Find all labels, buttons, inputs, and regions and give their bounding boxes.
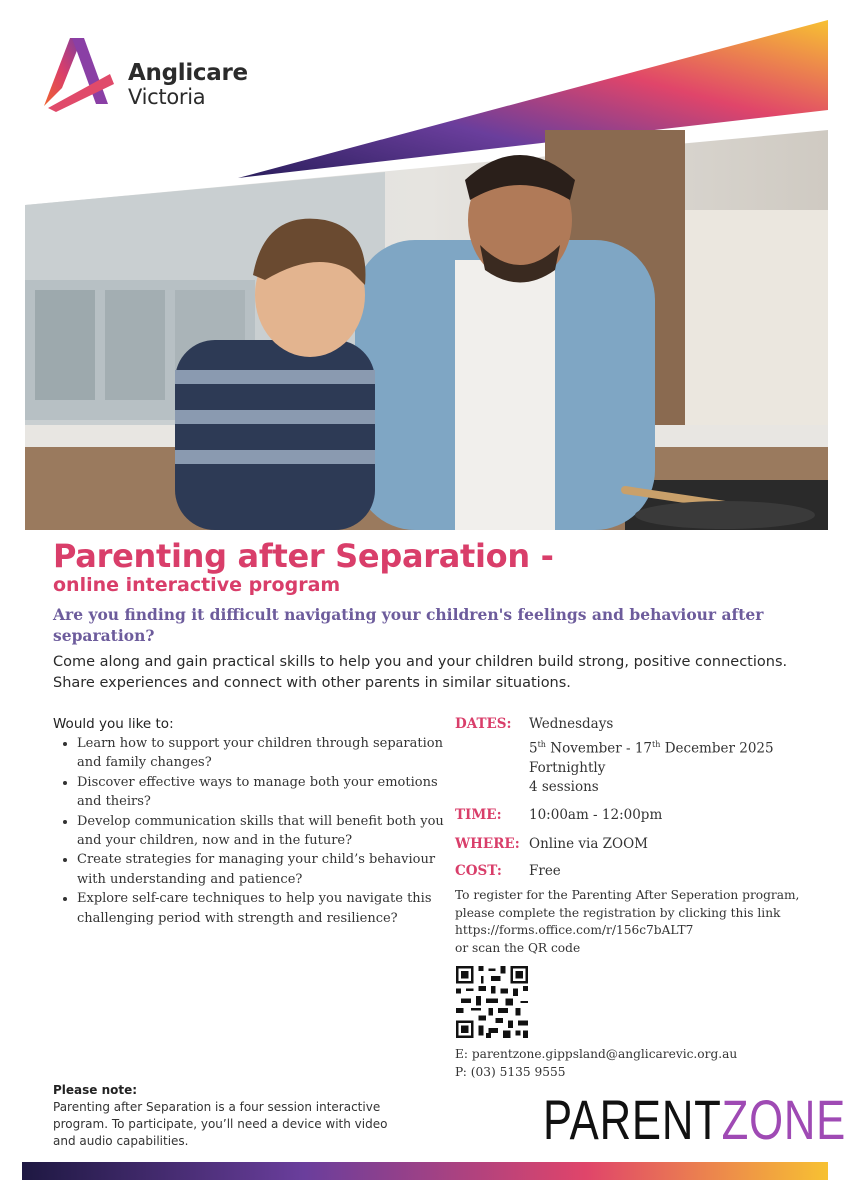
brand-zone: ZONE (721, 1088, 847, 1151)
parentzone-logo (543, 1090, 846, 1150)
lead-question: Are you finding it difficult navigating your children's feelings and behaviour after separation? (53, 605, 764, 645)
registration-line: please complete the registration by clicking this link (455, 905, 781, 920)
page-subtitle: online interactive program (53, 574, 341, 596)
registration-info (455, 887, 815, 957)
dates-frequency: Fortnightly (529, 759, 606, 776)
time-value: 10:00am - 12:00pm (529, 807, 663, 823)
where-label: WHERE: (455, 836, 520, 852)
bullets-heading: Would you like to: (53, 716, 174, 732)
dates-sessions: 4 sessions (529, 779, 599, 795)
benefits-list (55, 734, 457, 928)
list-item: • Develop communication skills that will benefit both you and your children, now and in the future? (77, 812, 457, 851)
dates-value (529, 715, 819, 798)
qr-code-icon[interactable] (456, 966, 528, 1038)
footer-gradient-bar (22, 1162, 828, 1180)
list-item: • Learn how to support your children through separation and family changes? (77, 734, 457, 773)
contact-info (455, 1046, 737, 1081)
where-value: Online via ZOOM (529, 836, 648, 852)
hero-photo-father-son-cooking (25, 110, 828, 530)
contact-phone[interactable]: P: (03) 5135 9555 (455, 1064, 566, 1079)
dates-range: 5th November - 17th December 2025 (529, 739, 774, 756)
page-title: Parenting after Separation - (53, 537, 554, 575)
cost-value: Free (529, 863, 561, 879)
cost-label: COST: (455, 863, 502, 879)
intro-paragraph: Come along and gain practical skills to help you and your children build strong, positive connections. Share experiences and connect with other parents in similar situations. (53, 654, 788, 691)
registration-line: or scan the QR code (455, 940, 581, 955)
logo-anglicare: Anglicare (128, 60, 248, 86)
registration-line: To register for the Parenting After Seperation program, (455, 888, 800, 902)
list-item: • Create strategies for managing your child’s behaviour with understanding and patience? (77, 850, 457, 889)
dates-day: Wednesdays (529, 716, 614, 732)
registration-link[interactable]: https://forms.office.com/r/156c7bALT7 (455, 923, 694, 937)
contact-email[interactable]: E: parentzone.gippsland@anglicarevic.org.au (455, 1047, 738, 1061)
note-body: Parenting after Separation is a four session interactive program. To participate, you’ll need a device with video and audio capabilities. (53, 1100, 388, 1148)
dates-label: DATES: (455, 716, 512, 732)
note-title: Please note: (53, 1083, 138, 1097)
logo-victoria: Victoria (128, 85, 206, 109)
brand-parent: PARENT (543, 1088, 722, 1151)
time-label: TIME: (455, 807, 502, 823)
list-item: • Discover effective ways to manage both your emotions and theirs? (77, 773, 457, 812)
list-item: • Explore self-care techniques to help you navigate this challenging period with strength and resilience? (77, 889, 457, 928)
